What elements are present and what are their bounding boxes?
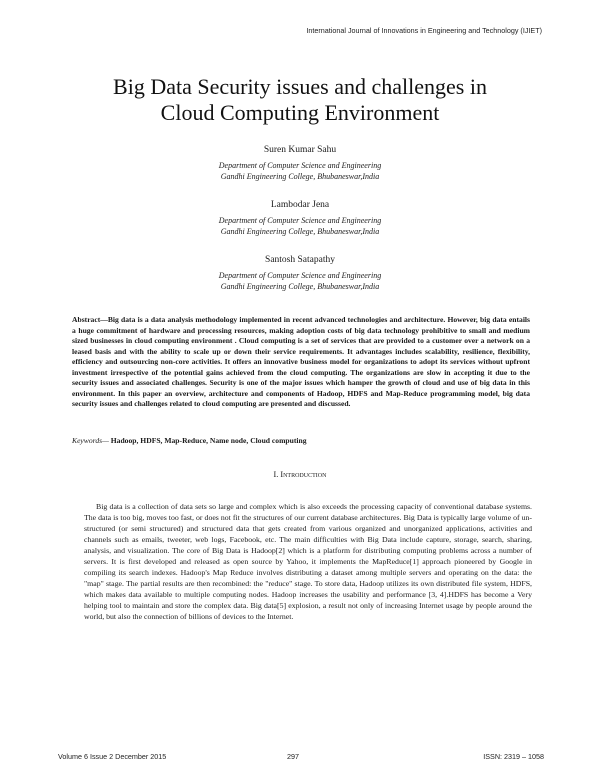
journal-header: International Journal of Innovations in Engineering and Technology (IJIET) [306, 26, 542, 35]
author-college: Gandhi Engineering College, Bhubaneswar,India [220, 227, 380, 236]
footer-page-number: 297 [287, 752, 299, 761]
abstract: Abstract—Big data is a data analysis methodology implemented in recent advanced technologies and architecture. However, big data entails a huge commitment of hardware and processing resources, making adoption costs of big data technology prohibitive to small and medium sized businesses in cloud computing environment . Cloud computing is a set of services that are provided to a customer over a network on a leased basis and with the ability to scale up or down their service requirements. It advantages includes scalability, resilience, flexibility, efficiency and outsourcing non-core activities. It offers an innovative business model for organizations to adopt its services without upfront investment irrespective of the potential gains achieved from the cloud computing. The organizations are slow in accepting it due to the security issues and associated challenges. Security is one of the major issues which hamper the growth of cloud and use of big data in this environment. In this paper an overview, architecture and components of Hadoop, HDFS and Map-Reduce programming model, big data security issues and challenges related to cloud computing are presented and discussed. [72, 315, 530, 408]
author-college: Gandhi Engineering College, Bhubaneswar,India [220, 172, 380, 181]
footer-issn: ISSN: 2319 – 1058 [483, 752, 544, 761]
keywords-list: Hadoop, HDFS, Map-Reduce, Name node, Cloud computing [108, 436, 307, 445]
author-department: Department of Computer Science and Engineering [218, 271, 382, 280]
author-name: Santosh Satapathy [265, 255, 335, 265]
introduction-paragraph: Big data is a collection of data sets so large and complex which is also exceeds the processing capacity of conventional database systems. The data is too big, moves too fast, or does not fit the structures of our current database architectures. Big Data is typically large volume of un-structured (or semi structured) and structured data that gets created from various organized and unorganized applications, activities and channels such as emails, tweeter, web logs, Facebook, etc. The main difficulties with Big Data include capture, storage, search, sharing, analysis, and visualization. The core of Big Data is Hadoop[2] which is a platform for distributing computing problems across a number of servers. It is first developed and released as open source by Yahoo, it implements the MapReduce[1] approach pioneered by Google in compiling its search indexes. Hadoop's Map Reduce involves distributing a dataset among multiple servers and operating on the data: the "map" stage. The partial results are then recombined: the "reduce" stage. To store data, Hadoop utilizes its own distributed file system, HDFS, which makes data available to multiple computing nodes. Hadoop increases the usability and performance [3, 4].HDFS has become a Very helping tool to maintain and store the complex data. Big data[5] explosion, a result not only of increasing Internet usage by people around the world, but also the connection of billions of devices to the Internet. [84, 502, 532, 621]
author-college: Gandhi Engineering College, Bhubaneswar,India [220, 282, 380, 291]
author-1 [0, 144, 600, 182]
author-department: Department of Computer Science and Engineering [218, 161, 382, 170]
author-3 [0, 254, 600, 292]
title-line-2: Cloud Computing Environment [160, 100, 440, 125]
keywords [72, 436, 530, 445]
keywords-label: Keywords— [72, 436, 109, 445]
section-title: Introduction [280, 470, 327, 479]
section-number: I. [273, 470, 281, 479]
author-name: Suren Kumar Sahu [263, 145, 337, 155]
author-2 [0, 199, 600, 237]
author-name: Lambodar Jena [270, 200, 330, 210]
title-line-1: Big Data Security issues and challenges in [113, 74, 487, 99]
footer-volume: Volume 6 Issue 2 December 2015 [58, 752, 167, 761]
section-heading [0, 470, 600, 479]
author-department: Department of Computer Science and Engineering [218, 216, 382, 225]
paper-title [0, 74, 600, 126]
